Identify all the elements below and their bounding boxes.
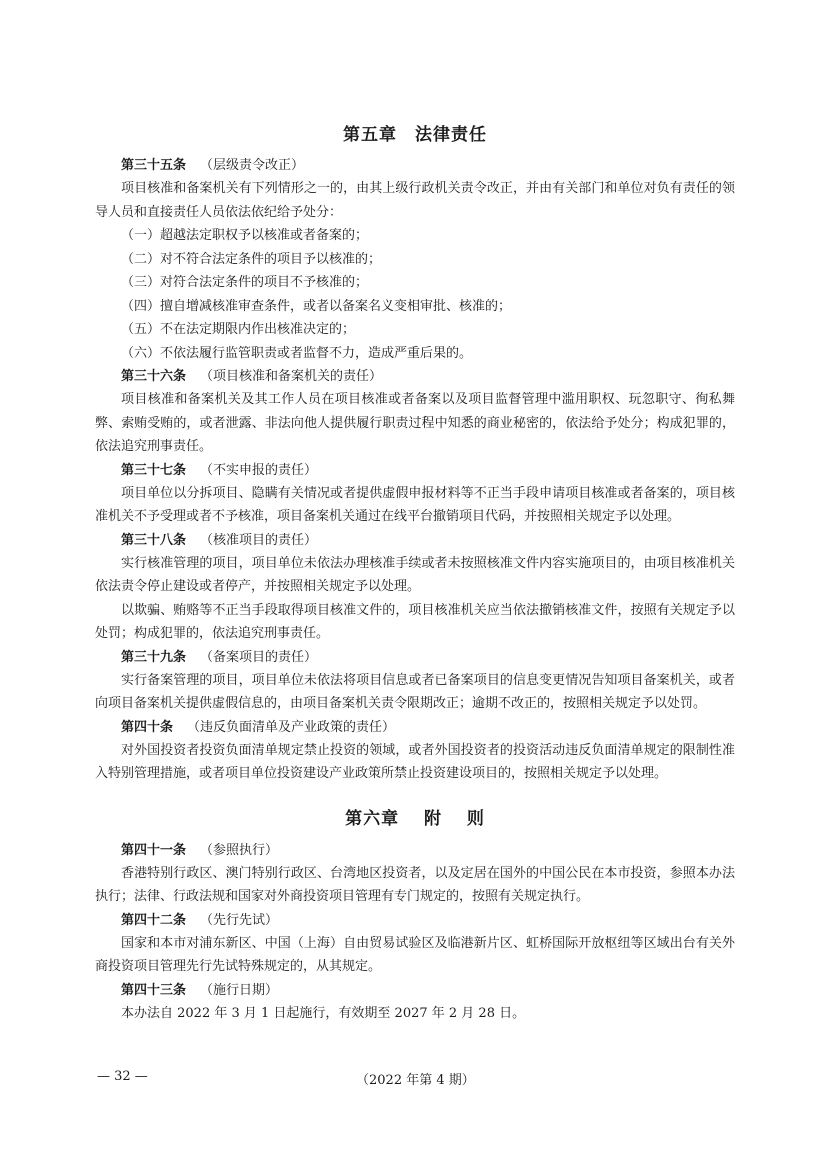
article-subtitle: （先行先试）: [200, 912, 279, 928]
article-heading: [95, 716, 735, 739]
article-heading: [95, 979, 735, 1002]
page-number: — 32 —: [97, 1069, 148, 1084]
article-paragraph: 项目核准和备案机关及其工作人员在项目核准或者备案以及项目监督管理中滥用职权、玩忽职守、徇私舞弊、索贿受贿的，或者泄露、非法向他人提供履行职责过程中知悉的商业秘密的，依法给予处分；构成犯罪的，依法追究刑事责任。: [95, 392, 735, 454]
article-heading: [95, 909, 735, 932]
article-paragraph: （六）不依法履行监管职责或者监督不力，造成严重后果的。: [121, 345, 473, 361]
article-paragraph: 实行核准管理的项目，项目单位未依法办理核准手续或者未按照核准文件内容实施项目的，由项目核准机关依法责令停止建设或者停产，并按照相关规定予以处理。: [95, 555, 735, 594]
article-paragraph: （五）不在法定期限内作出核准决定的；: [121, 322, 356, 337]
article-paragraph: 香港特别行政区、澳门特别行政区、台湾地区投资者，以及定居在国外的中国公民在本市投资，参照本办法执行；法律、行政法规和国家对外商投资项目管理有专门规定的，按照有关规定执行。: [95, 865, 735, 904]
article-subtitle: （层级责令改正）: [200, 158, 305, 173]
issue-label: （2022 年第 4 期）: [356, 1073, 475, 1088]
article-paragraph: 项目核准和备案机关有下列情形之一的，由其上级行政机关责令改正，并由有关部门和单位对负有责任的领导人员和直接责任人员依法依纪给予处分：: [95, 181, 735, 220]
article-subtitle: （不实申报的责任）: [200, 462, 318, 478]
article-subtitle: （备案项目的责任）: [200, 649, 318, 665]
article-paragraph: 以欺骗、贿赂等不正当手段取得项目核准文件的，项目核准机关应当依法撤销核准文件，按照有关规定予以处罚；构成犯罪的，依法追究刑事责任。: [95, 602, 735, 641]
article-subtitle: （违反负面清单及产业政策的责任）: [187, 719, 396, 735]
article-paragraph: （四）擅自增减核准审查条件，或者以备案名义变相审批、核准的；: [121, 298, 512, 314]
article-number: 第三十七条: [121, 462, 187, 478]
article-number: 第三十八条: [121, 532, 187, 548]
document-page: [95, 0, 735, 1025]
article-number: 第三十九条: [121, 649, 187, 665]
article-subtitle: （项目核准和备案机关的责任）: [200, 369, 383, 384]
article-number: 第四十条: [121, 719, 174, 735]
article-paragraph: 项目单位以分拆项目、隐瞒有关情况或者提供虚假申报材料等不正当手段申请项目核准或者备案的，项目核准机关不予受理或者不予核准，项目备案机关通过在线平台撤销项目代码，并按照相关规定予以处理。: [95, 485, 735, 524]
article-paragraph: 实行备案管理的项目，项目单位未依法将项目信息或者已备案项目的信息变更情况告知项目备案机关，或者向项目备案机关提供虚假信息的，由项目备案机关责令限期改正；逾期不改正的，按照相关规定予以处罚。: [95, 672, 735, 711]
article-number: 第四十一条: [121, 842, 187, 858]
article-subtitle: （施行日期）: [200, 982, 279, 998]
article-number: 第四十二条: [121, 912, 187, 928]
article-paragraph: 国家和本市对浦东新区、中国（上海）自由贸易试验区及临港新片区、虹桥国际开放枢纽等区域出台有关外商投资项目管理先行先试特殊规定的，从其规定。: [95, 935, 735, 974]
article-heading: [95, 365, 735, 388]
article-paragraph: 对外国投资者投资负面清单规定禁止投资的领域，或者外国投资者的投资活动违反负面清单规定的限制性准入特别管理措施，或者项目单位投资建设产业政策所禁止投资建设项目的，按照相关规定予以处理。: [95, 742, 735, 781]
article-subtitle: （参照执行）: [200, 842, 279, 858]
article-heading: [95, 154, 735, 177]
chapter-6-articles: [95, 839, 735, 1026]
article-heading: [95, 646, 735, 669]
article-paragraph: 本办法自 2022 年 3 月 1 日起施行，有效期至 2027 年 2 月 28 日。: [121, 1005, 526, 1021]
article-number: 第三十五条: [121, 158, 187, 173]
article-heading: [95, 529, 735, 552]
article-subtitle: （核准项目的责任）: [200, 532, 318, 548]
article-paragraph: （一）超越法定职权予以核准或者备案的；: [121, 228, 369, 243]
chapter-6-title: 第六章 附 则: [345, 808, 485, 829]
chapter-5-title: 第五章 法律责任: [343, 125, 487, 145]
article-heading: [95, 839, 735, 862]
article-number: 第四十三条: [121, 982, 187, 998]
article-number: 第三十六条: [121, 369, 187, 384]
article-paragraph: （三）对符合法定条件的项目不予核准的；: [121, 275, 369, 290]
article-paragraph: （二）对不符合法定条件的项目予以核准的；: [121, 251, 382, 267]
chapter-5-articles: [95, 154, 735, 786]
article-heading: [95, 459, 735, 482]
